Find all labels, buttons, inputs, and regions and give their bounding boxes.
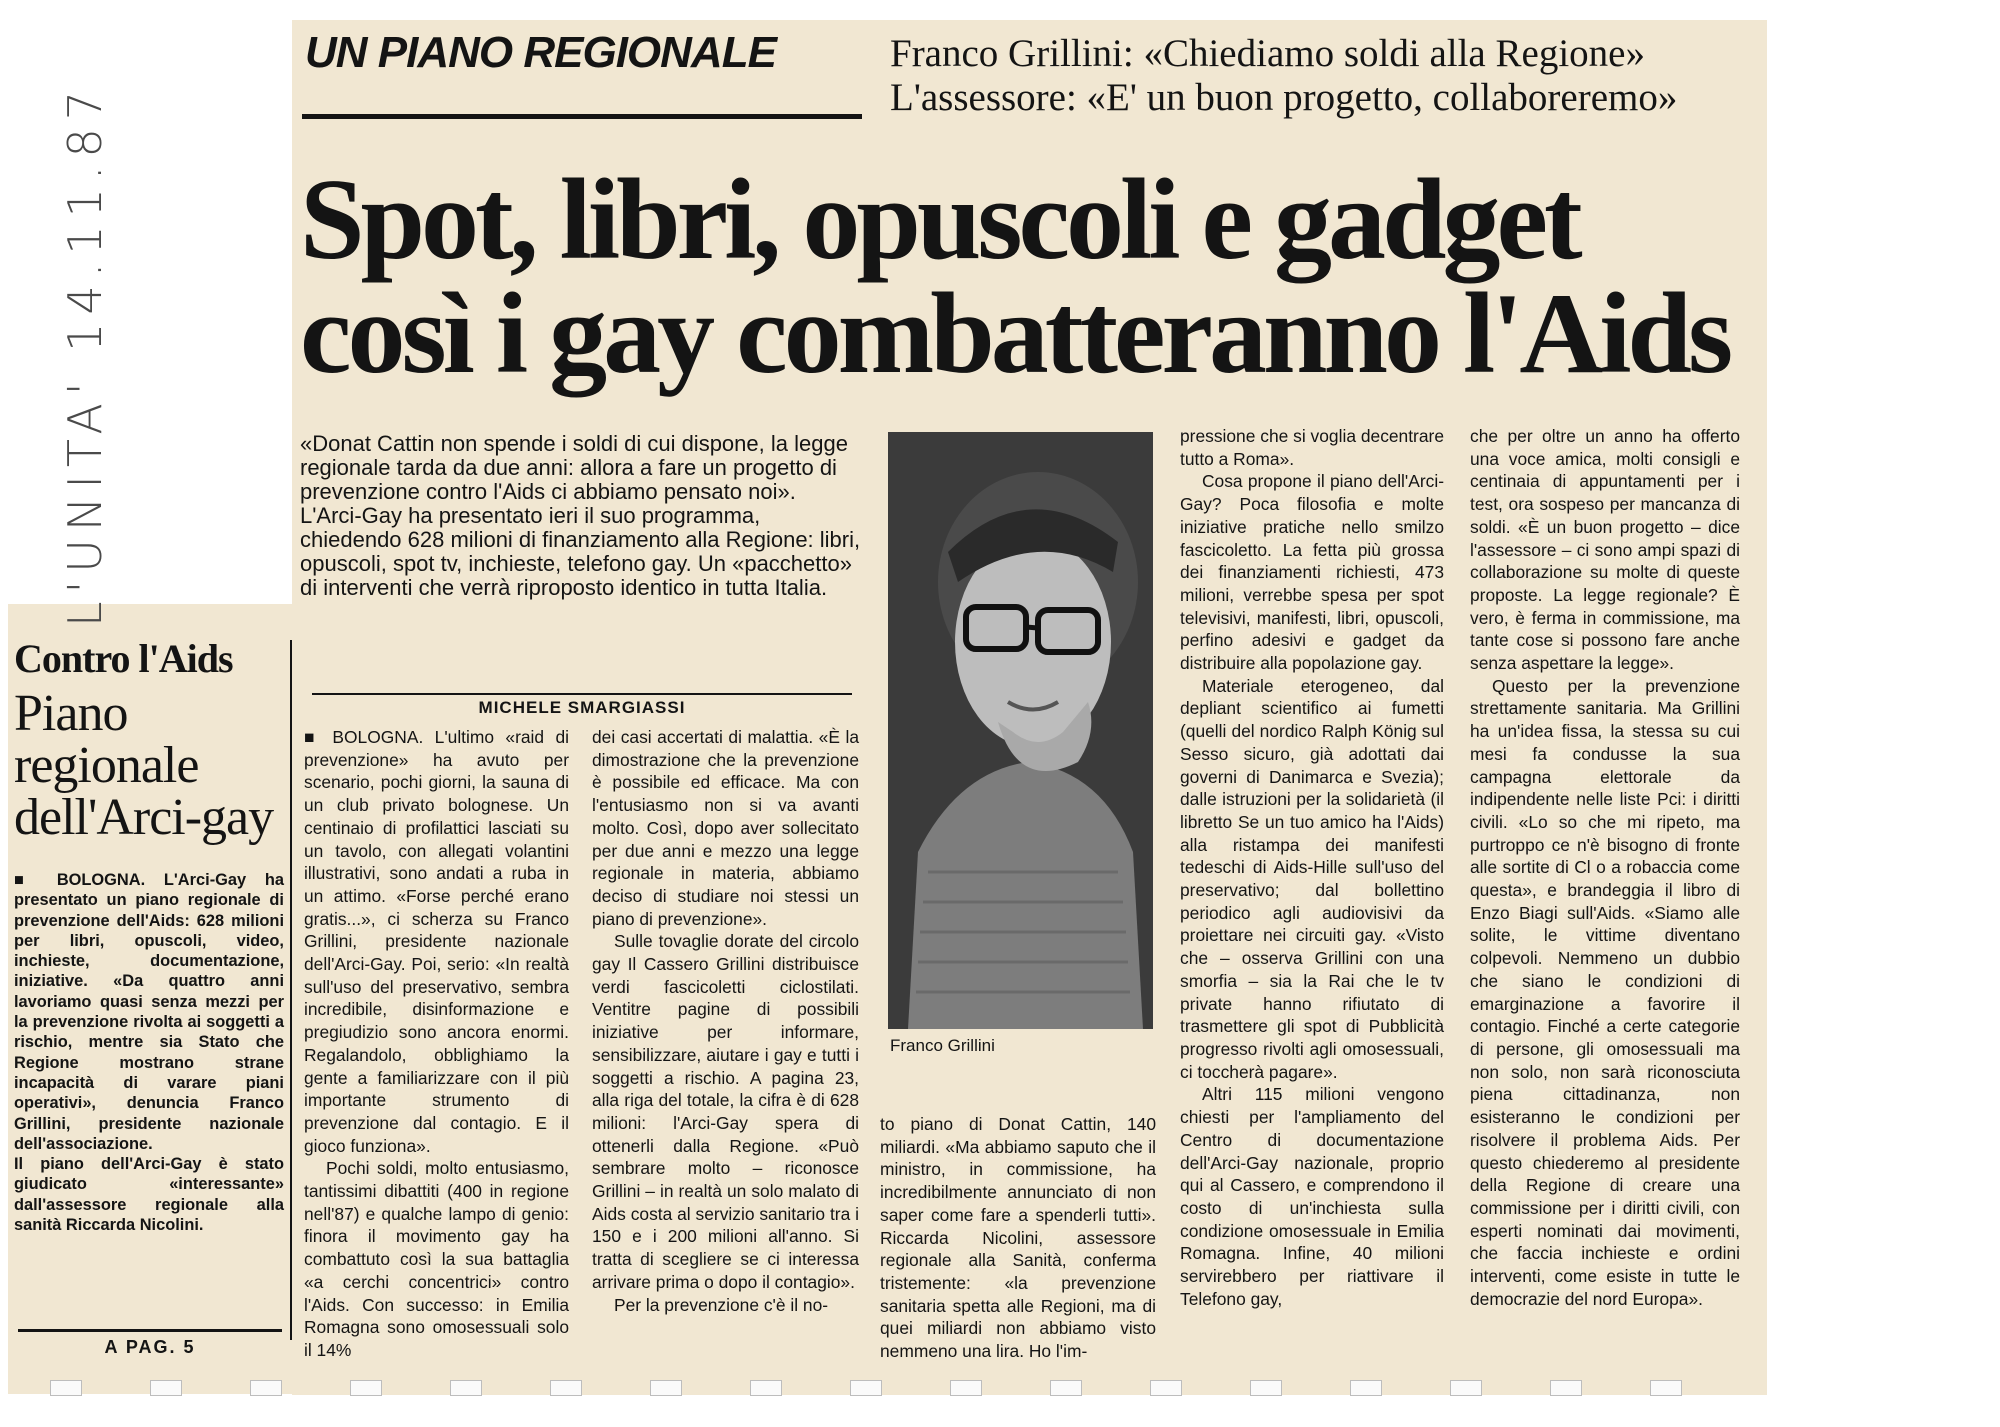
scan-hole: [650, 1380, 682, 1396]
kicker-rule: [302, 114, 862, 119]
scan-hole: [1650, 1380, 1682, 1396]
sidebar-kicker: Contro l'Aids: [14, 636, 233, 681]
scan-hole: [750, 1380, 782, 1396]
scan-hole: [50, 1380, 82, 1396]
sidebar-title-line-1: Piano: [14, 685, 128, 742]
scan-hole: [250, 1380, 282, 1396]
byline-rule-top: [312, 693, 852, 695]
scan-hole: [850, 1380, 882, 1396]
sidebar-title-line-2: regionale: [14, 737, 199, 794]
col2-paragraph-2: Sulle tovaglie dorate del circolo gay Il Cassero Grillini distribuisce verdi fascicoletti ciclostilati. Ventitre pagine di possibili iniziative per informare, sensibilizzare, aiutare i gay e tutti i soggetti a rischio. A pagina 23, alla riga del totale, la cifra è di 628 milioni: l'Arci-Gay spera di ottenerli dalla Regione. «Può sembrare molto – riconosce Grillini – in realtà un solo malato di Aids costa al servizio sanitario tra i 150 e i 200 milioni all'anno. Si tratta di scegliere se ci interessa arrivare prima o dopo il contagio».: [592, 931, 859, 1292]
scan-hole: [550, 1380, 582, 1396]
col1-paragraph-1: ■ BOLOGNA. L'ultimo «raid di prevenzione» ha avuto per scenario, pochi giorni, la sauna di un club privato bolognese. Un centinaio di profilattici lasciati su un tavolo, con allegati volantini illustrativi, sono andati a ruba in un attimo. «Forse perché erano gratis...», ci scherza su Franco Grillini, presidente nazionale dell'Arci-Gay. Poi, serio: «In realtà sull'uso del preservativo, sembra incredibile, disinformazione e pregiudizio sono ancora enormi. Regalandolo, obblighiamo la gente a familiarizzare con il più importante strumento di prevenzione dal contagio. E il gioco funziona».: [304, 727, 569, 1156]
scan-hole: [450, 1380, 482, 1396]
scan-hole: [1450, 1380, 1482, 1396]
portrait-illustration: [888, 432, 1153, 1029]
subhead-line-1: Franco Grillini: «Chiediamo soldi alla Regione»: [890, 32, 1645, 75]
photo-caption: Franco Grillini: [890, 1036, 995, 1055]
portrait-photo: [888, 432, 1153, 1029]
col3-paragraph-2: Cosa propone il piano dell'Arci-Gay? Poca filosofia e molte iniziative pratiche nello smilzo fascicoletto. La fetta più grossa dei finanziamenti richiesti, 473 milioni, verrebbe spesa per spot televisivi, manifesti, libri, opuscoli, perfino adesivi e gadget da distribuire alla popolazione gay.: [1180, 471, 1444, 674]
sidebar-title-line-3: dell'Arci-gay: [14, 789, 274, 846]
sidebar-footer-rule: [18, 1329, 282, 1332]
sidebar: [14, 636, 284, 1235]
scan-hole: [150, 1380, 182, 1396]
col3-paragraph-1: pressione che si voglia decentrare tutto a Roma».: [1180, 426, 1444, 469]
byline: MICHELE SMARGIASSI: [478, 698, 686, 717]
sidebar-rule-right: [290, 640, 292, 1340]
subhead-line-2: L'assessore: «E' un buon progetto, collaboreremo»: [890, 76, 1678, 119]
article-column-2: [592, 726, 859, 1316]
col4-paragraph-1: che per oltre un anno ha offerto una voce amica, molti consigli e centinaia di appuntamenti per i test, ora sospeso per mancanza di soldi. «È un buon progetto – dice l'assessore – ci sono ampi spazi di collaborazione su molte di queste proposte. La legge regionale? È vero, è ferma in commissione, ma tante cose si possono fare anche senza aspettare la legge».: [1470, 426, 1740, 674]
subheads: [890, 32, 1677, 120]
sidebar-paragraph-2: Il piano dell'Arci-Gay è stato giudicato «interessante» dall'assessore regionale alla sanità Riccarda Nicolini.: [14, 1155, 284, 1235]
col2-paragraph-3: Per la prevenzione c'è il no-: [614, 1294, 829, 1315]
scan-hole: [1050, 1380, 1082, 1396]
lead-paragraph: «Donat Cattin non spende i soldi di cui dispone, la legge regionale tarda da due anni: allora a fare un progetto di prevenzione contro l'Aids ci abbiamo pensato noi». L'Arci-Gay ha presentato ieri il suo programma, chiedendo 628 milioni di finanziamento alla Regione: libri, opuscoli, spot tv, inchieste, telefono gay. Un «pacchetto» di interventi che verrà riproposto identico in tutta Italia.: [300, 431, 861, 600]
col2b-paragraph-1: to piano di Donat Cattin, 140 miliardi. «Ma abbiamo saputo che il ministro, in commissione, ha incredibilmente annunciato di non saper come fare a spenderli tutti». Riccarda Nicolini, assessore regionale alla Sanità, conferma tristemente: «la prevenzione sanitaria spetta alle Regioni, ma di quei miliardi non abbiamo visto nemmeno una lira. Ho l'im-: [880, 1114, 1156, 1362]
article-column-2b: [880, 1113, 1156, 1363]
headline-line-1: Spot, libri, opuscoli e gadget: [300, 156, 1579, 284]
article-column-3: [1180, 425, 1444, 1310]
scan-hole: [1250, 1380, 1282, 1396]
scan-hole: [950, 1380, 982, 1396]
handwritten-date-note: L'UNITA' 14.11.87: [58, 82, 112, 628]
scan-hole: [350, 1380, 382, 1396]
scan-hole: [1350, 1380, 1382, 1396]
scan-hole: [1550, 1380, 1582, 1396]
headline-line-2: così i gay combatteranno l'Aids: [300, 270, 1730, 398]
article-column-1: [304, 726, 569, 1362]
headline: [300, 156, 1730, 398]
col4-paragraph-2: Questo per la prevenzione strettamente sanitaria. Ma Grillini ha un'idea fissa, la stessa su cui mesi fa condusse la sua campagna elettorale da indipendente nelle liste Pci: i diritti civili. «Lo so che mi ripeto, ma purtroppo ce n'è bisogno di fronte alle sortite di Cl o a robaccia come questa», e brandeggia il libro di Enzo Biagi sull'Aids. «Siamo alle solite, le vittime diventano colpevoli. Nemmeno un dubbio che siano le condizioni di emarginazione a favorire il contagio. Finché a certe categorie di persone, gli omosessuali ma non solo, non sarà riconosciuta piena cittadinanza, non esisteranno le condizioni per risolvere il problema Aids. Per questo chiederemo al presidente della Regione di creare una commissione per i diritti civili, con esperti nominati dai movimenti, che faccia inchieste e ordini interventi, come esiste in tutte le democrazie del nord Europa».: [1470, 675, 1740, 1309]
col3-paragraph-4: Altri 115 milioni vengono chiesti per l'ampliamento del Centro di documentazione dell'Arci-Gay nazionale, proprio qui al Cassero, e comprendono il costo di un'inchiesta sulla condizione omosessuale in Emilia Romagna. Infine, 40 milioni servirebbero per riattivare il Telefono gay,: [1180, 1084, 1444, 1309]
col1-paragraph-2: Pochi soldi, molto entusiasmo, tantissimi dibattiti (400 in regione nell'87) e qualche lampo di genio: finora il movimento gay ha combattuto così la sua battaglia «a cerchi concentrici» contro l'Aids. Con successo: in Emilia Romagna sono omosessuali solo il 14%: [304, 1158, 569, 1360]
col3-paragraph-3: Materiale eterogeneo, dal depliant scientifico ai fumetti (quelli del nordico Ralph König sul Sesso sicuro, già adottati dai governi di Danimarca e Svezia); dalle istruzioni per la solidarietà (il libretto Se un tuo amico ha l'Aids) alla ristampa dei manifesti tedeschi di Aids-Hille sull'uso del preservativo; dal bollettino periodico agli audiovisivi da proiettare nei circuiti gay. «Visto che – osserva Grillini con una smorfia – sia la Rai che le tv private hanno rifiutato di trasmettere gli spot di Pubblicità progresso rivolti agli omosessuali, ci toccherà pagare».: [1180, 675, 1444, 1082]
sidebar-paragraph-1: ■ BOLOGNA. L'Arci-Gay ha presentato un piano regionale di prevenzione dell'Aids: 628 milioni per libri, opuscoli, video, inchieste, documentazione, iniziative. «Da quattro anni lavoriamo quasi senza mezzi per la prevenzione rivolta ai soggetti a rischio, mentre sia Stato che Regione mostrano strane incapacità di varare piani operativi», denuncia Franco Grillini, presidente nazionale dell'associazione.: [14, 871, 284, 1153]
scan-hole: [1150, 1380, 1182, 1396]
article-column-4: [1470, 425, 1740, 1310]
kicker: UN PIANO REGIONALE: [305, 28, 776, 77]
col2-paragraph-1: dei casi accertati di malattia. «È la dimostrazione che la prevenzione è possibile ed efficace. Ma con l'entusiasmo non si va avanti molto. Così, dopo aver sollecitato per due anni e mezzo una legge regionale in materia, abbiamo deciso di studiare noi stessi un piano di prevenzione».: [592, 727, 859, 929]
sidebar-page-reference: A PAG. 5: [104, 1337, 196, 1357]
sidebar-body: [14, 870, 284, 1235]
